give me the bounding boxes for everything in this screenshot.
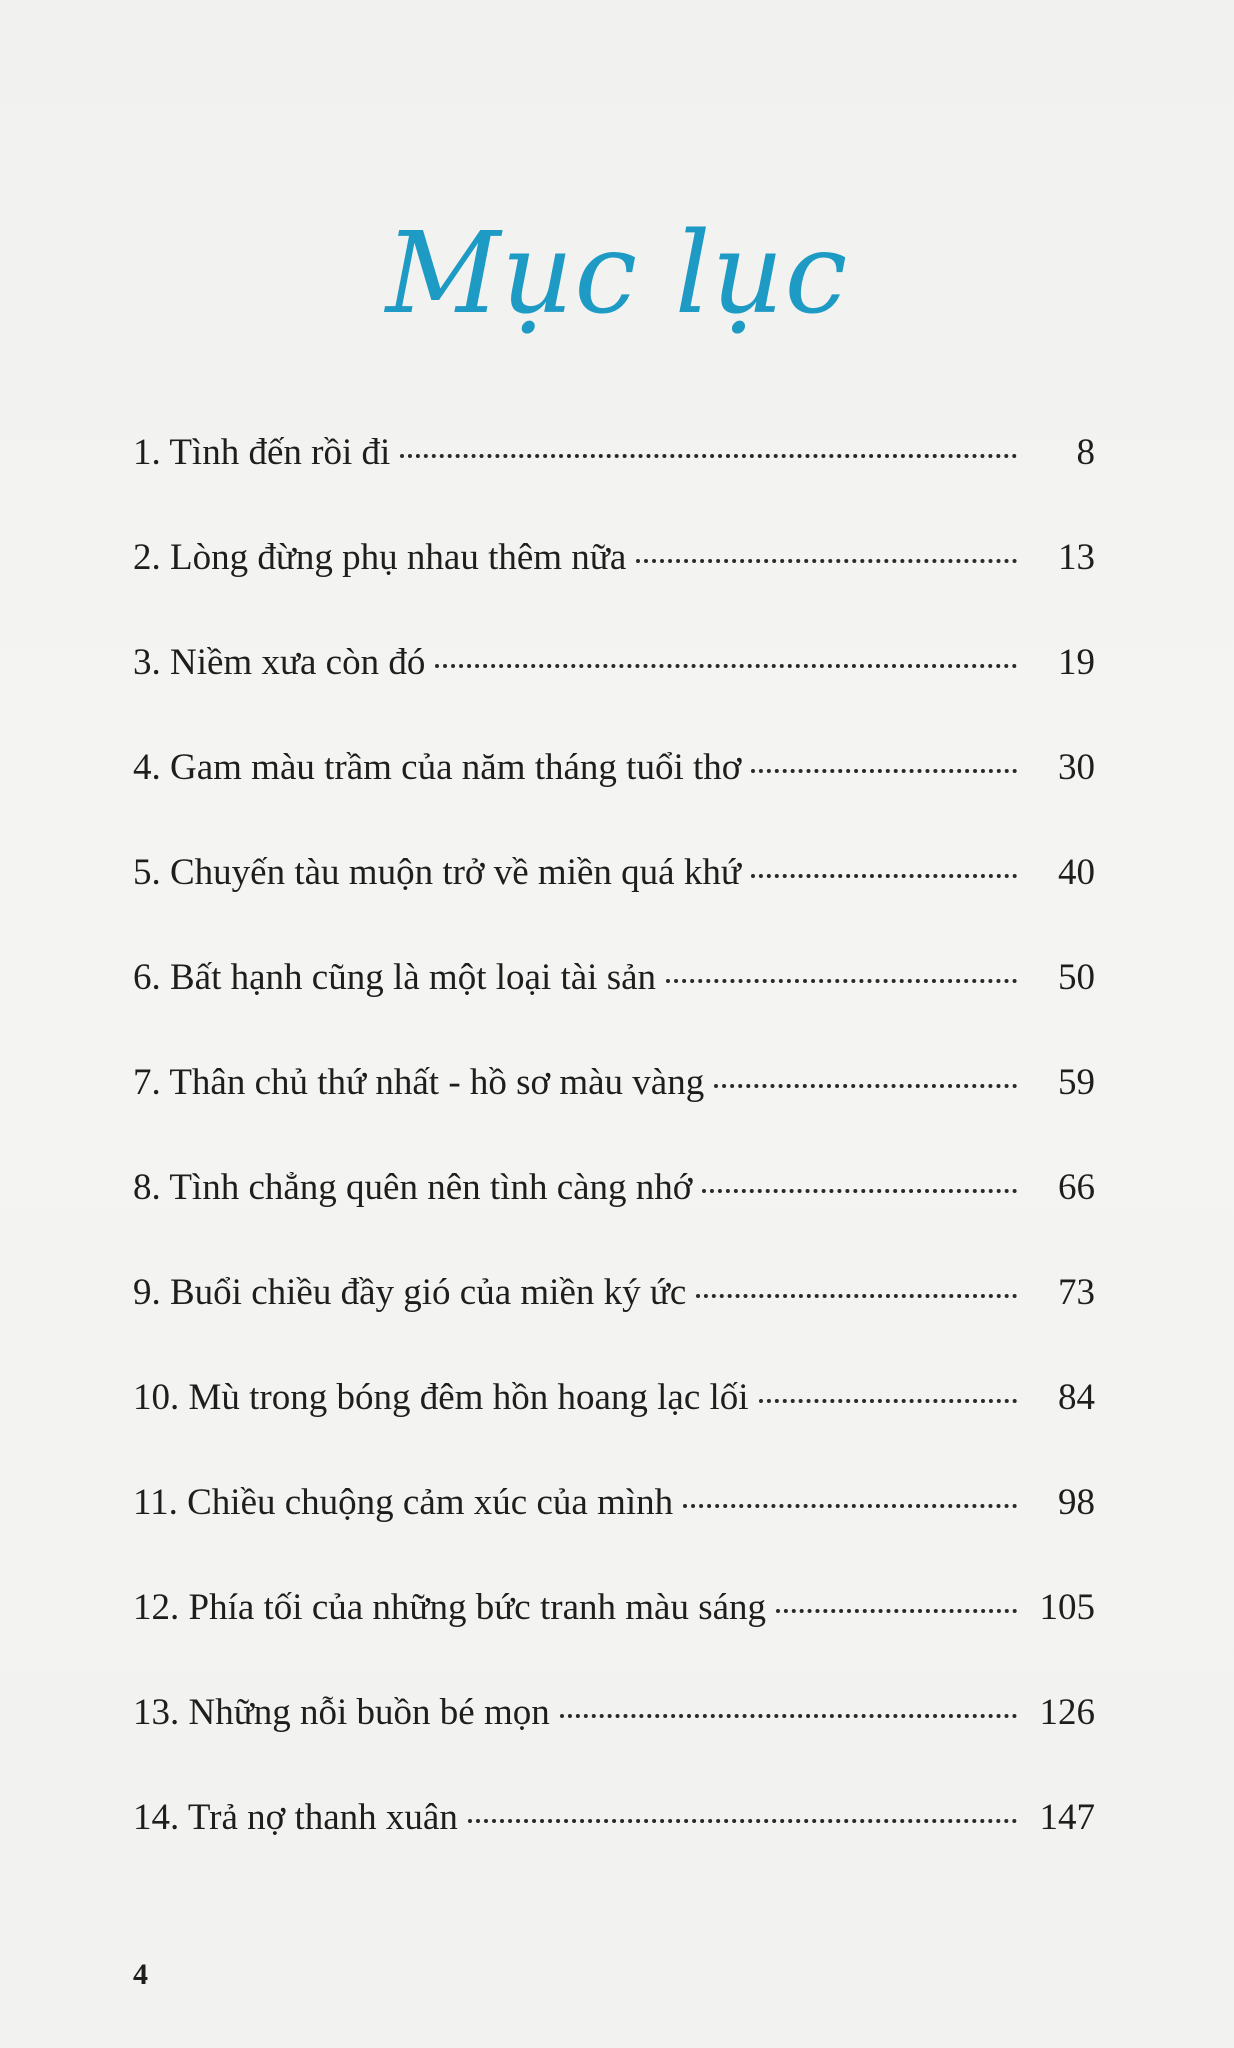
- toc-entry: [133, 1163, 1095, 1268]
- toc-entry: [133, 1793, 1095, 1898]
- toc-entry-title: 12. Phía tối của những bức tranh màu sáng: [133, 1587, 767, 1628]
- toc-entry-title: 10. Mù trong bóng đêm hồn hoang lạc lối: [133, 1377, 749, 1418]
- toc-entry-title: 6. Bất hạnh cũng là một loại tài sản: [133, 957, 657, 998]
- toc-entry-page: 13: [1058, 537, 1095, 578]
- toc-entry-title: 4. Gam màu trầm của năm tháng tuổi thơ: [133, 747, 742, 788]
- dot-leader: [435, 664, 1017, 668]
- dot-leader: [751, 769, 1017, 773]
- toc-entry: [133, 1478, 1095, 1583]
- toc-entry: [133, 638, 1095, 743]
- dot-leader: [400, 454, 1017, 458]
- toc-entry-page: 8: [1076, 432, 1095, 473]
- toc-entry: [133, 1268, 1095, 1373]
- toc-entry-page: 147: [1039, 1797, 1095, 1838]
- toc-entry-page: 126: [1039, 1692, 1095, 1733]
- dot-leader: [683, 1504, 1017, 1508]
- page-number: 4: [133, 1958, 148, 1991]
- dot-leader: [702, 1189, 1017, 1193]
- dot-leader: [666, 979, 1017, 983]
- toc-entry-title: 7. Thân chủ thứ nhất - hồ sơ màu vàng: [133, 1062, 705, 1103]
- dot-leader: [714, 1084, 1017, 1088]
- toc-entry: [133, 953, 1095, 1058]
- dot-leader: [751, 874, 1017, 878]
- toc-heading: Mục lục: [385, 209, 849, 339]
- toc-entry: [133, 1583, 1095, 1688]
- toc-entry: [133, 848, 1095, 953]
- table-of-contents: [133, 428, 1095, 1898]
- dot-leader: [560, 1714, 1017, 1718]
- dot-leader: [776, 1609, 1017, 1613]
- dot-leader: [636, 559, 1017, 563]
- toc-entry-page: 40: [1058, 852, 1095, 893]
- toc-entry-page: 59: [1058, 1062, 1095, 1103]
- toc-entry-page: 30: [1058, 747, 1095, 788]
- toc-entry-title: 5. Chuyến tàu muộn trở về miền quá khứ: [133, 852, 741, 893]
- toc-entry: [133, 1058, 1095, 1163]
- dot-leader: [759, 1399, 1017, 1403]
- toc-entry-page: 50: [1058, 957, 1095, 998]
- toc-entry-page: 73: [1058, 1272, 1095, 1313]
- toc-entry-page: 105: [1039, 1587, 1095, 1628]
- toc-entry-title: 1. Tình đến rồi đi: [133, 432, 391, 473]
- toc-entry: [133, 743, 1095, 848]
- toc-entry-page: 19: [1058, 642, 1095, 683]
- toc-entry: [133, 1688, 1095, 1793]
- toc-entry-page: 66: [1058, 1167, 1095, 1208]
- toc-entry-page: 84: [1058, 1377, 1095, 1418]
- toc-entry: [133, 533, 1095, 638]
- toc-entry-title: 9. Buổi chiều đầy gió của miền ký ức: [133, 1272, 687, 1313]
- toc-entry: [133, 1373, 1095, 1478]
- toc-entry-title: 2. Lòng đừng phụ nhau thêm nữa: [133, 537, 627, 578]
- toc-entry-title: 11. Chiều chuộng cảm xúc của mình: [133, 1482, 674, 1523]
- toc-entry-title: 13. Những nỗi buồn bé mọn: [133, 1692, 550, 1733]
- toc-entry-title: 3. Niềm xưa còn đó: [133, 642, 426, 683]
- toc-entry-page: 98: [1058, 1482, 1095, 1523]
- toc-entry: [133, 428, 1095, 533]
- toc-entry-title: 14. Trả nợ thanh xuân: [133, 1797, 458, 1838]
- dot-leader: [696, 1294, 1017, 1298]
- dot-leader: [468, 1819, 1017, 1823]
- toc-entry-title: 8. Tình chẳng quên nên tình càng nhớ: [133, 1167, 693, 1208]
